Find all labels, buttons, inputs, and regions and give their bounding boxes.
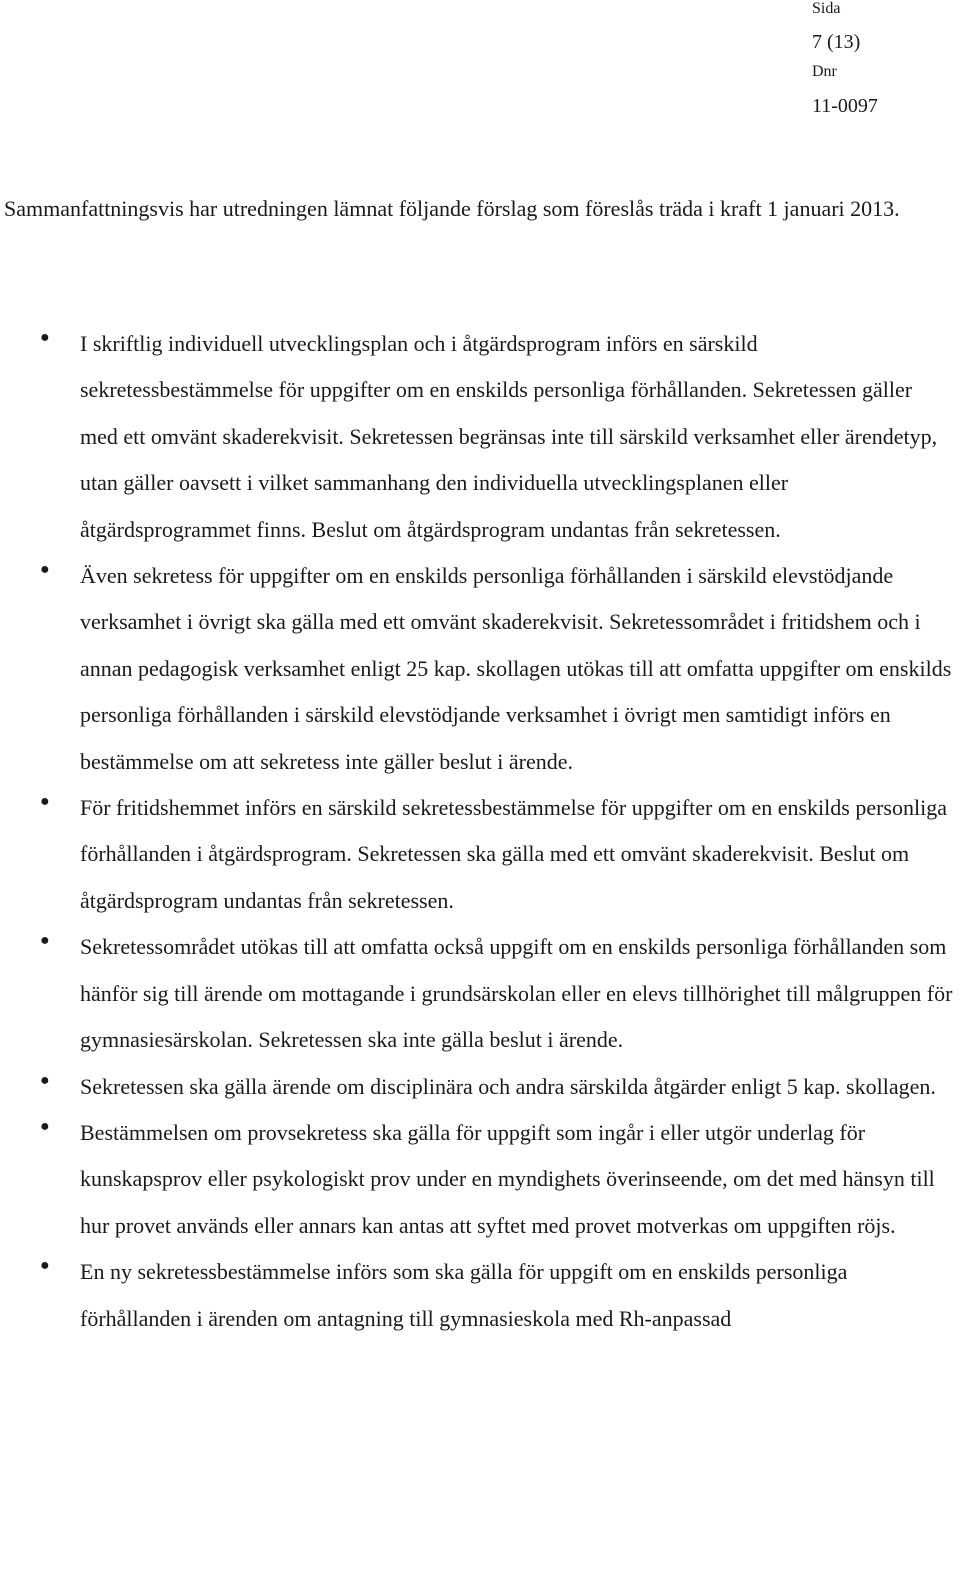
bullet-icon: ● [40, 793, 50, 811]
list-item [0, 785, 954, 924]
bullet-icon: ● [40, 329, 50, 346]
intro-paragraph: Sammanfattningsvis har utredningen lämnat följande förslag som föreslås träda i kraft 1 januari 2013. [4, 196, 900, 221]
list-item [0, 553, 954, 785]
list-item [0, 1110, 954, 1249]
list-item [0, 924, 954, 1063]
list-item-text: Sekretessen ska gälla ärende om disciplinära och andra särskilda åtgärder enligt 5 kap. skollagen. [80, 1073, 936, 1099]
list-item-text: För fritidshemmet införs en särskild sekretessbestämmelse för uppgifter om en enskilds personliga förhållanden i åtgärdsprogram. Sekretessen ska gälla med ett omvänt skaderekvisit. Beslut om åtgärdsprogram undantas från sekretessen. [80, 795, 947, 913]
list-item [0, 321, 954, 553]
list-item [0, 1064, 954, 1110]
list-item-text: Även sekretess för uppgifter om en enskilds personliga förhållanden i särskild elevstödjande verksamhet i övrigt ska gälla med ett omvänt skaderekvisit. Sekretessområdet i fritidshem och i annan pedagogisk verksamhet enligt 25 kap. skollagen utökas till att omfatta uppgifter om enskilds personliga förhållanden i särskild elevstödjande verksamhet i övrigt men samtidigt införs en bestämmelse om att sekretess inte gäller beslut i ärende. [80, 563, 952, 774]
list-item [0, 1249, 954, 1342]
bullet-icon: ● [40, 1071, 50, 1089]
dnr-number: 11-0097 [812, 95, 878, 117]
page-number: 7 (13) [812, 31, 861, 53]
dnr-label: Dnr [812, 63, 837, 80]
bullet-icon: ● [40, 1257, 50, 1275]
bullet-icon: ● [40, 932, 50, 950]
page-label: Sida [812, 0, 841, 17]
bullet-icon: ● [40, 561, 50, 579]
list-item-text: Sekretessområdet utökas till att omfatta också uppgift om en enskilds personliga förhållanden som hänför sig till ärende om mottagande i grundsärskolan eller en elevs tillhörighet till målgruppen för gymnasiesärskolan. Sekretessen ska inte gälla beslut i ärende. [80, 934, 953, 1053]
list-item-text: Bestämmelsen om provsekretess ska gälla för uppgift som ingår i eller utgör underlag för kunskapsprov eller psykologiskt prov under en myndighets överinseende, om det med hänsyn till hur provet används eller annars kan antas att syftet med provet motverkas om uppgiften röjs. [80, 1119, 935, 1238]
bullet-icon: ● [40, 1117, 50, 1135]
list-item-text: En ny sekretessbestämmelse införs som ska gälla för uppgift om en enskilds personliga förhållanden i ärenden om antagning till gymnasieskola med Rh-anpassad [80, 1259, 848, 1331]
proposal-list [0, 321, 960, 1342]
list-item-text: I skriftlig individuell utvecklingsplan och i åtgärdsprogram införs en särskild sekretessbestämmelse för uppgifter om en enskilds personliga förhållanden. Sekretessen gäller med ett omvänt skaderekvisit. Sekretessen begränsas inte till särskild verksamhet eller ärendetyp, utan gäller oavsett i vilket sammanhang den individuella utvecklingsplanen eller åtgärdsprogrammet finns. Beslut om åtgärdsprogram undantas från sekretessen. [80, 331, 938, 542]
